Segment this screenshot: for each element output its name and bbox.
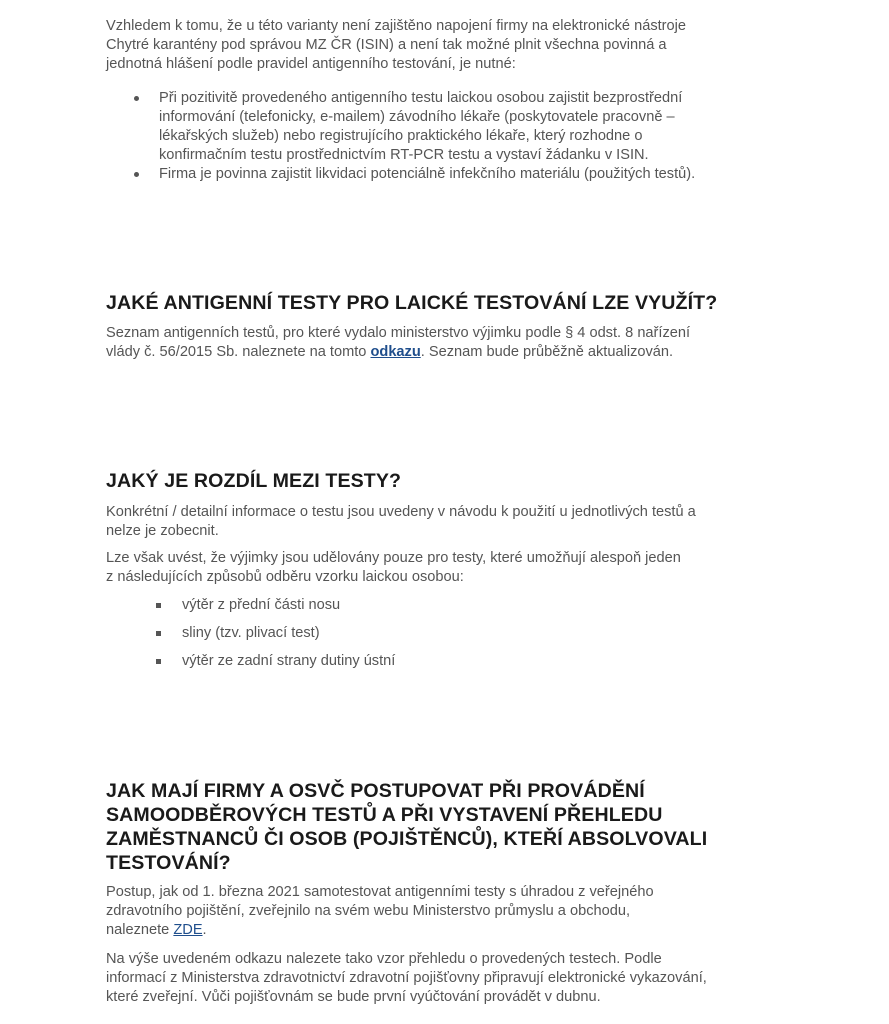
bullet-dot-icon [134,172,139,177]
intro-line: Vzhledem k tomu, že u této varianty není zajištěno napojení firmy na elektronické nástroje [106,18,687,34]
heading-firms-procedure [106,779,806,875]
heading-antigen-tests: JAKÉ ANTIGENNÍ TESTY PRO LAICKÉ TESTOVÁNÍ LZE VYUŽÍT? [106,292,718,314]
heading-test-difference: JAKÝ JE ROZDÍL MEZI TESTY? [106,470,402,492]
heading-line: TESTOVÁNÍ? [106,852,231,874]
diff-line: z následujících způsobů odběru vzorku laickou osobou: [106,569,464,585]
square-bullet-icon [156,603,161,608]
sampling-method-item [106,624,806,652]
sampling-method-label: výtěr z přední části nosu [182,597,341,613]
square-bullet-icon [156,659,161,664]
firms-line-after-link: . [202,922,207,938]
firms-line: Postup, jak od 1. března 2021 samotestovat antigenními testy s úhradou z veřejného [106,884,654,900]
diff-paragraph-1 [106,503,806,541]
intro-paragraph [106,17,806,74]
firms-line-before-link: naleznete [106,922,174,938]
firms-line: které zveřejní. Vůči pojišťovnám se bude první vyúčtování provádět v dubnu. [106,989,601,1005]
sampling-method-label: sliny (tzv. plivací test) [182,625,320,641]
diff-paragraph-2 [106,549,806,587]
bullet-line: Firma je povinna zajistit likvidaci potenciálně infekčního materiálu (použitých testů). [159,166,696,182]
tests-paragraph [106,324,806,362]
square-bullet-icon [156,631,161,636]
heading-line: JAK MAJÍ FIRMY A OSVČ POSTUPOVAT PŘI PROVÁDĚNÍ [106,780,645,802]
bullet-line: Při pozitivitě provedeného antigenního testu laickou osobou zajistit bezprostřední [159,90,683,106]
firms-line: informací z Ministerstva zdravotnictví zdravotní pojišťovny připravují elektronické vykazování, [106,970,707,986]
diff-line: nelze je zobecnit. [106,523,219,539]
diff-line: Lze však uvést, že výjimky jsou udělovány pouze pro testy, které umožňují alespoň jeden [106,550,681,566]
firms-paragraph-2 [106,950,806,1007]
intro-bullet-list [106,89,806,184]
bullet-item [106,89,806,165]
tests-list-link[interactable]: odkazu [370,344,421,360]
bullet-line: informování (telefonicky, e-mailem) závodního lékaře (poskytovatele pracovně – [159,109,675,125]
bullet-item [106,165,806,184]
intro-line: jednotná hlášení podle pravidel antigenního testování, je nutné: [106,56,516,72]
firms-line: zdravotního pojištění, zveřejnilo na svém webu Ministerstvo průmyslu a obchodu, [106,903,631,919]
bullet-line: lékařských služeb) nebo registrujícího praktického lékaře, který rozhodne o [159,128,643,144]
diff-line: Konkrétní / detailní informace o testu jsou uvedeny v návodu k použití u jednotlivých testů a [106,504,696,520]
sampling-method-list [106,596,806,680]
bullet-dot-icon [134,96,139,101]
mpo-zde-link[interactable]: ZDE [173,922,203,938]
tests-line: Seznam antigenních testů, pro které vydalo ministerstvo výjimku podle § 4 odst. 8 nařízení [106,325,691,341]
sampling-method-label: výtěr ze zadní strany dutiny ústní [182,653,396,669]
firms-paragraph-1 [106,883,806,940]
firms-line: Na výše uvedeném odkazu nalezete tako vzor přehledu o provedených testech. Podle [106,951,662,967]
heading-line: SAMOODBĚROVÝCH TESTŮ A PŘI VYSTAVENÍ PŘEHLEDU [106,804,663,826]
heading-line: ZAMĚSTNANCŮ ČI OSOB (POJIŠTĚNCŮ), KTEŘÍ ABSOLVOVALI [106,828,708,850]
tests-line-after-link: . Seznam bude průběžně aktualizován. [420,344,674,360]
tests-line-before-link: vlády č. 56/2015 Sb. naleznete na tomto [106,344,371,360]
sampling-method-item [106,652,806,680]
bullet-line: konfirmačním testu prostřednictvím RT-PCR testu a vystaví žádanku v ISIN. [159,147,649,163]
sampling-method-item [106,596,806,624]
intro-line: Chytré karantény pod správou MZ ČR (ISIN) a není tak možné plnit všechna povinná a [106,37,667,53]
